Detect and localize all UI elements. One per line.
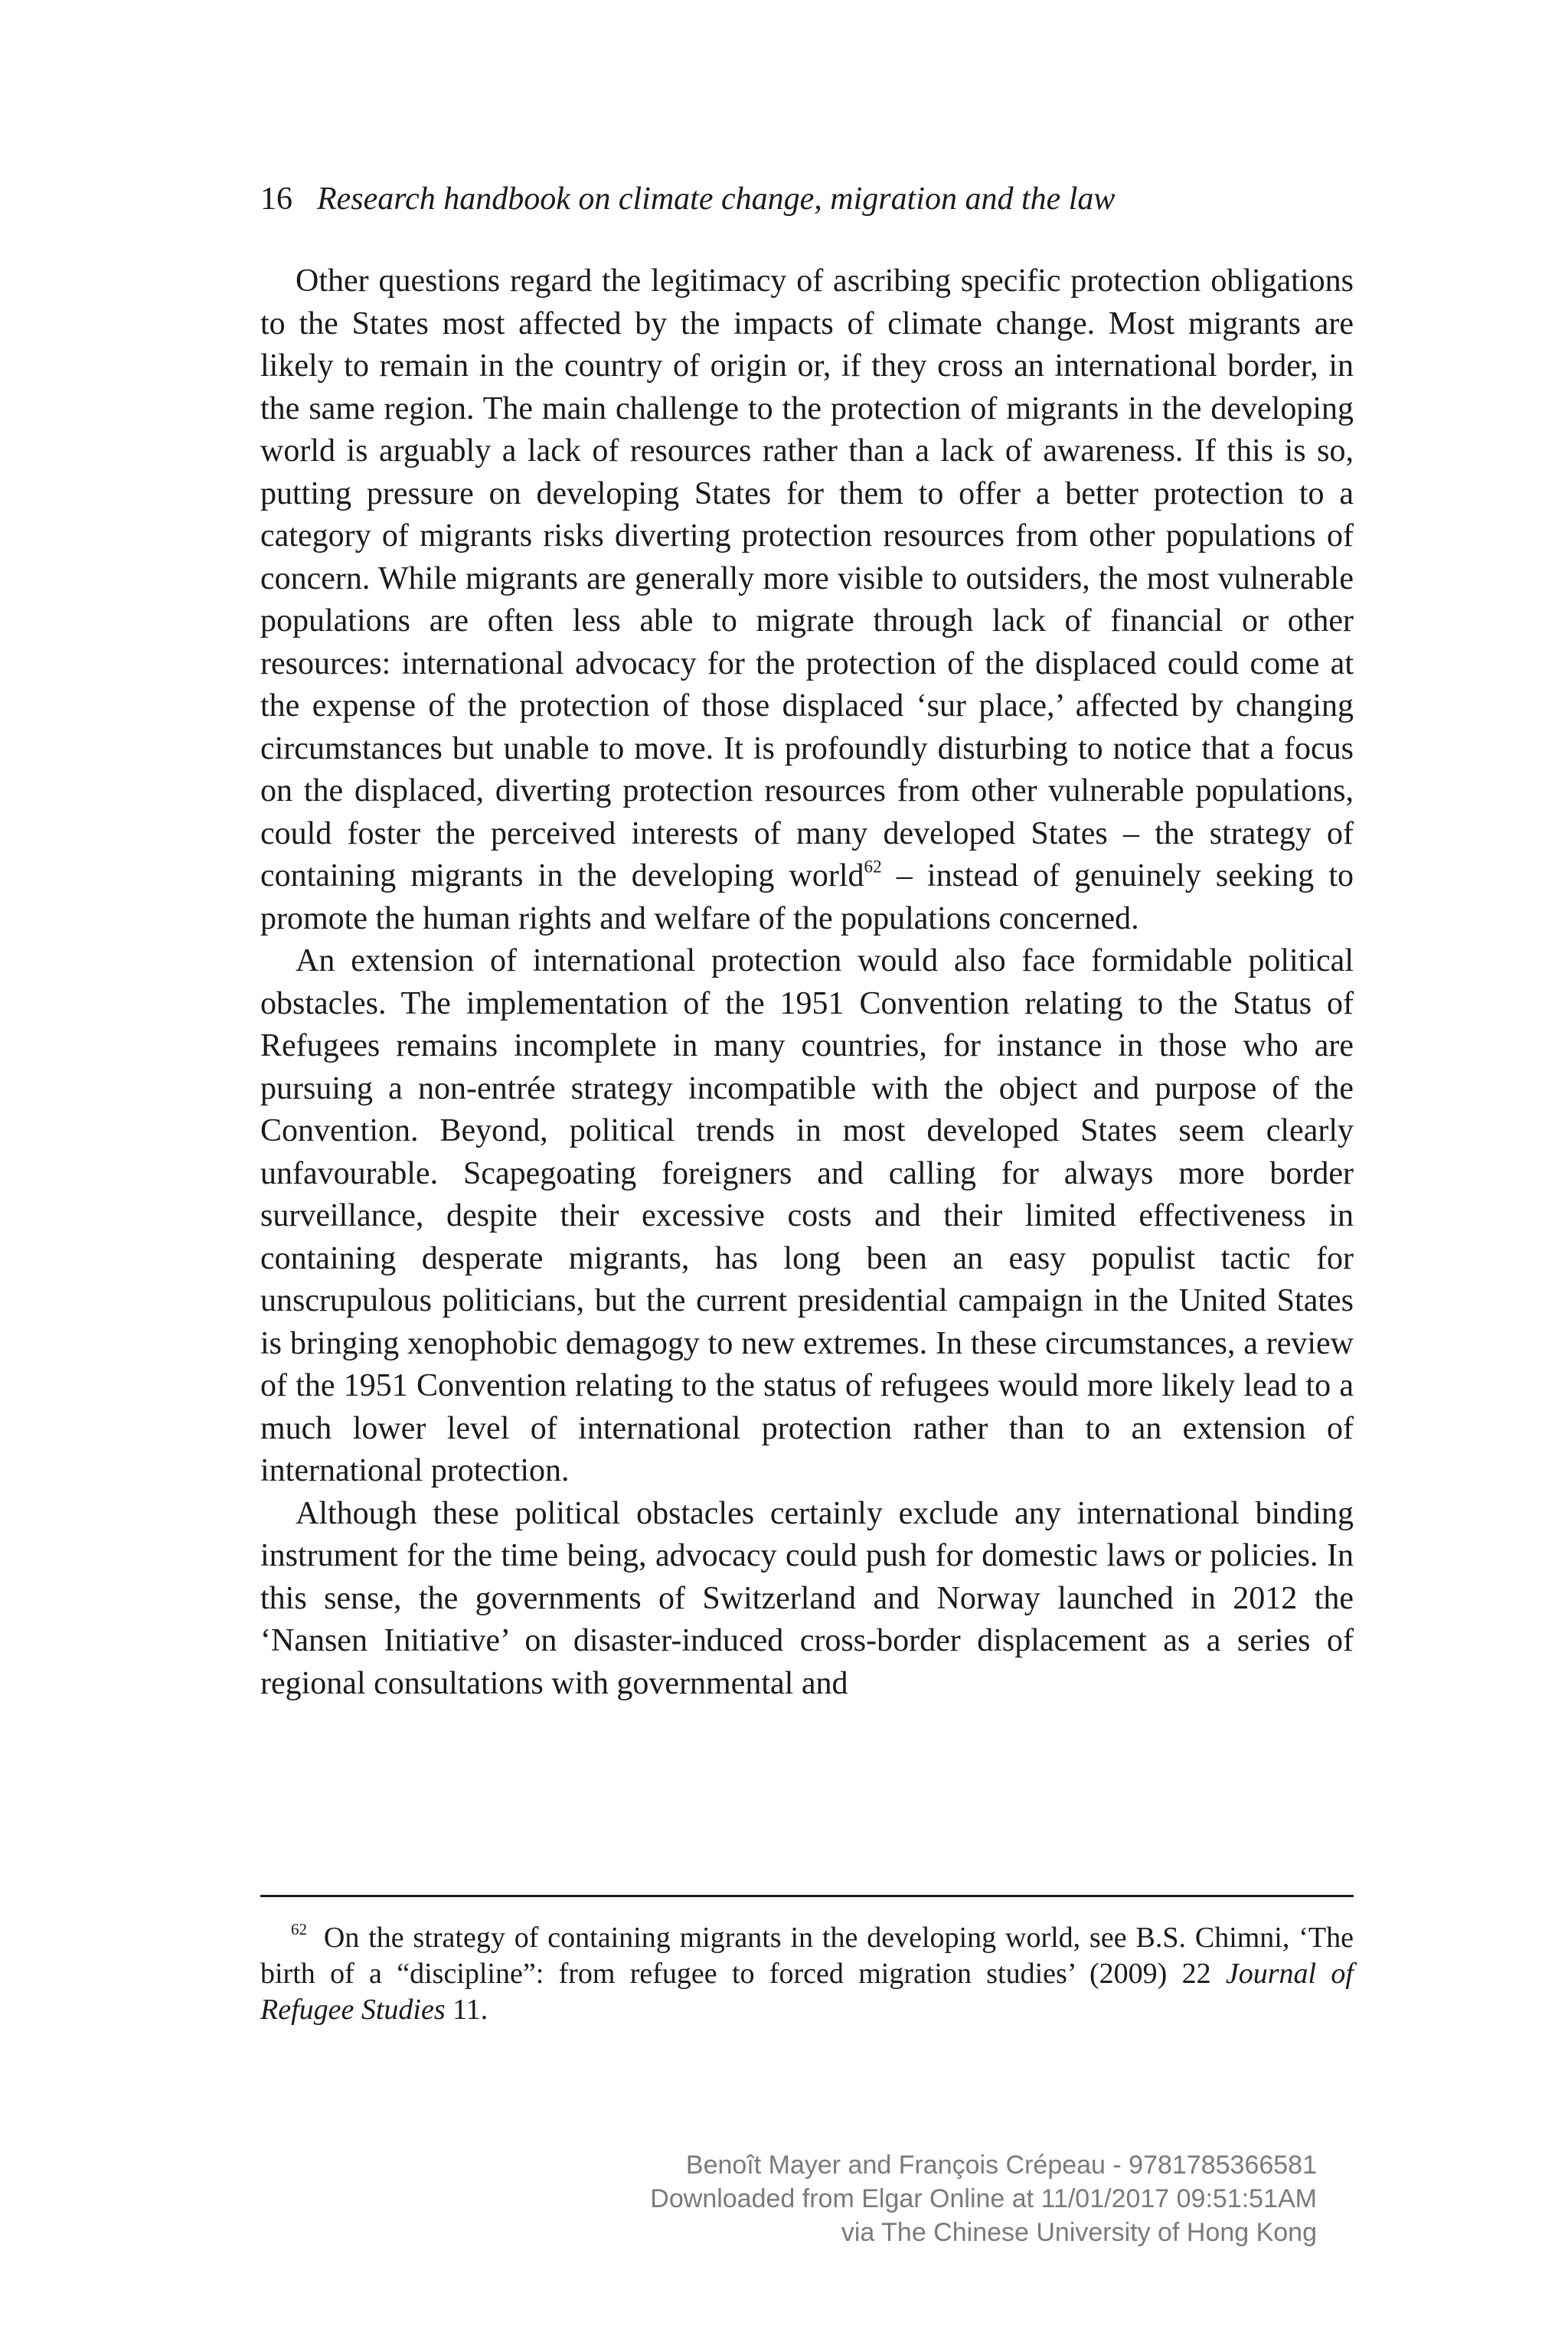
download-watermark xyxy=(650,2148,1317,2249)
book-title: Research handbook on climate change, migration and the law xyxy=(317,181,1116,217)
footnote-text: On the strategy of containing migrants in the developing world, see B.S. Chimni, ‘The birth of a “discipline”: from refugee to forced migration studies’ (2009) 22 xyxy=(260,1922,1354,1990)
footnote xyxy=(260,1920,1354,2028)
footnote-reference[interactable]: 62 xyxy=(864,856,882,877)
footnote-journal-title: Journal of Refugee Studies xyxy=(260,1958,1354,2026)
paragraph-1-text-end: – instead of genuinely seeking to promote the human rights and welfare of the populations concerned. xyxy=(260,858,1354,936)
footnote-text-end: 11. xyxy=(445,1994,488,2026)
running-head xyxy=(260,178,1115,220)
paragraph-2: An extension of international protection would also face formidable political obstacles. The implementation of the 1951 Convention relating to the Status of Refugees remains incomplete in many countries, for instance in those who are pursuing a non-entrée strategy incompatible with the object and purpose of the Convention. Beyond, political trends in most developed States seem clearly unfavourable. Scapegoating foreigners and calling for always more border surveillance, despite their excessive costs and their limited effectiveness in containing desperate migrants, has long been an easy populist tactic for unscrupulous politicians, but the current presidential campaign in the United States is bringing xenophobic demagogy to new extremes. In these circumstances, a review of the 1951 Convention relating to the status of refugees would more likely lead to a much lower level of international protection rather than to an extension of international protection. xyxy=(260,943,1354,1488)
body-text xyxy=(260,260,1354,1705)
footnote-divider xyxy=(260,1895,1354,1897)
footnote-62 xyxy=(260,1920,1354,2028)
paragraph-3: Although these political obstacles certainly exclude any international binding instrument for the time being, advocacy could push for domestic laws or policies. In this sense, the governments of Switzerland and Norway launched in 2012 the ‘Nansen Initiative’ on disaster-induced cross-border displacement as a series of regional consultations with governmental and xyxy=(260,1495,1354,1701)
paragraph-1-text: Other questions regard the legitimacy of ascribing specific protection obligations to the States most affected by the impacts of climate change. Most migrants are likely to remain in the country of origin or, if they cross an international border, in the same region. The main challenge to the protection of migrants in the developing world is arguably a lack of resources rather than a lack of awareness. If this is so, putting pressure on developing States for them to offer a better protection to a category of migrants risks diverting protection resources from other populations of concern. While migrants are generally more visible to outsiders, the most vulnerable populations are often less able to migrate through lack of financial or other resources: international advocacy for the protection of the displaced could come at the expense of the protection of those displaced ‘sur place,’ affected by changing circumstances but unable to move. It is profoundly disturbing to notice that a focus on the displaced, diverting protection resources from other vulnerable populations, could foster the perceived interests of many developed States – the strategy of containing migrants in the developing world xyxy=(260,263,1354,893)
paragraph-1 xyxy=(260,260,1354,940)
watermark-institution: via The Chinese University of Hong Kong xyxy=(841,2218,1317,2247)
footnote-number: 62 xyxy=(291,1920,307,1939)
watermark-authors: Benoît Mayer and François Crépeau - 9781785366581 xyxy=(685,2151,1317,2180)
watermark-download-info: Downloaded from Elgar Online at 11/01/2017 09:51:51AM xyxy=(650,2184,1317,2213)
page-number: 16 xyxy=(260,181,292,217)
